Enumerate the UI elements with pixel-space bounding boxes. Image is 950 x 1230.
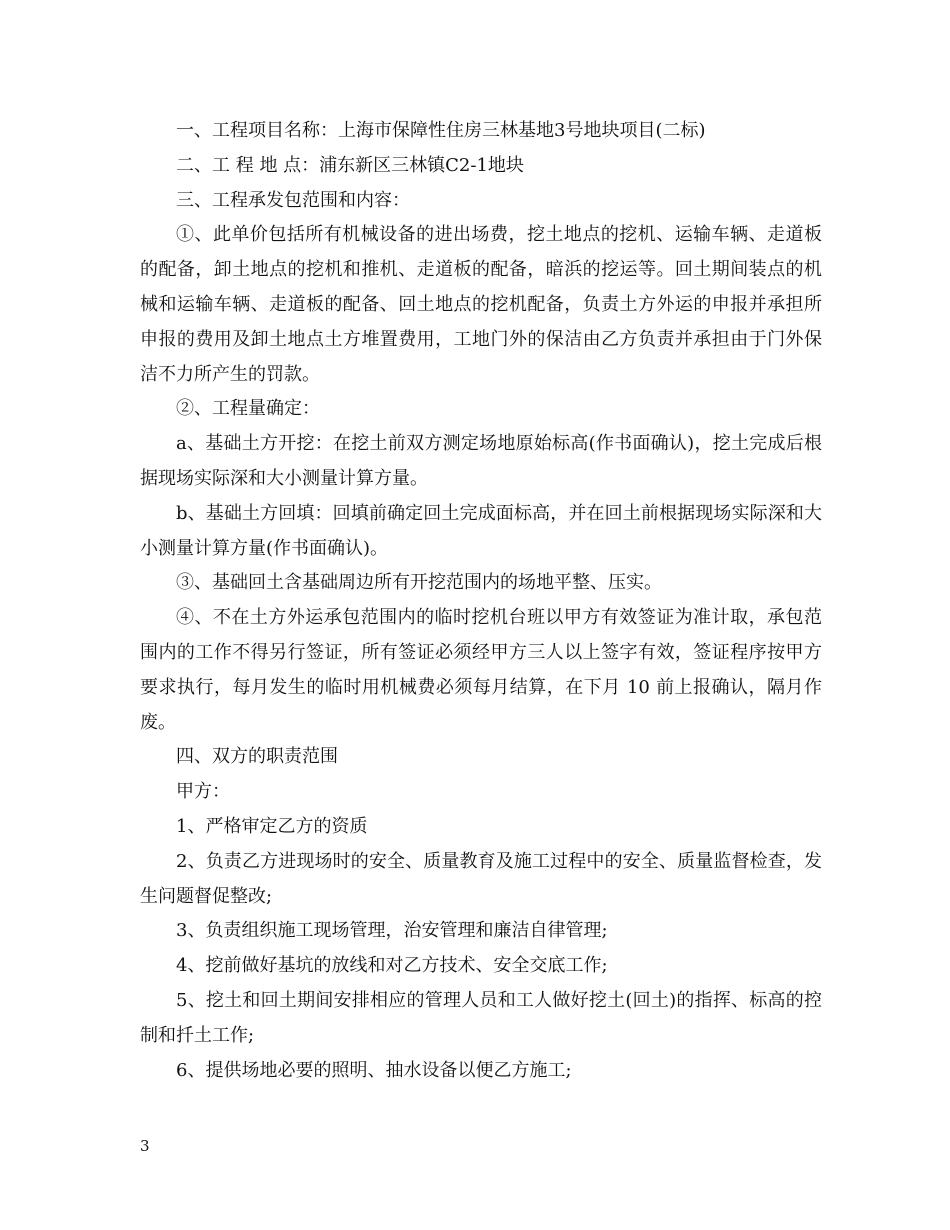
- paragraph-duty-6: 6、提供场地必要的照明、抽水设备以便乙方施工;: [176, 1059, 572, 1081]
- paragraph-duty-5: 5、挖土和回土期间安排相应的管理人员和工人做好挖土(回土)的指挥、标高的控制和扦土工作;: [140, 989, 822, 1046]
- paragraph-duty-4: 4、挖前做好基坑的放线和对乙方技术、安全交底工作;: [176, 955, 608, 977]
- document-body: [140, 114, 822, 1088]
- paragraph-scope-heading: 三、工程承发包范围和内容：: [176, 189, 410, 211]
- paragraph-backfill: b、基础土方回填：回填前确定回土完成面标高，并在回土前根据现场实际深和大小测量计算方量(作书面确认)。: [140, 502, 822, 559]
- paragraph-project-location: 二、工 程 地 点：浦东新区三林镇C2-1地块: [176, 154, 524, 176]
- paragraph-duty-3: 3、负责组织施工现场管理，治安管理和廉洁自律管理;: [176, 920, 608, 942]
- paragraph-scope-item-1: ①、此单价包括所有机械设备的进出场费，挖土地点的挖机、运输车辆、走道板的配备，卸土地点的挖机和推机、走道板的配备，暗浜的挖运等。回土期间装点的机械和运输车辆、走道板的配备、回土地点的挖机配备，负责土方外运的申报并承担所申报的费用及卸土地点土方堆置费用，工地门外的保洁由乙方负责并承担由于门外保洁不力所产生的罚款。: [140, 224, 822, 385]
- paragraph-scope-item-3: ③、基础回土含基础周边所有开挖范围内的场地平整、压实。: [176, 572, 662, 594]
- paragraph-duty-1: 1、严格审定乙方的资质: [176, 815, 368, 837]
- paragraph-scope-item-4: ④、不在土方外运承包范围内的临时挖机台班以甲方有效签证为准计取，承包范围内的工作不得另行签证，所有签证必须经甲方三人以上签字有效，签证程序按甲方要求执行，每月发生的临时用机械费必须每月结算，在下月 10 前上报确认，隔月作废。: [140, 607, 822, 733]
- paragraph-duty-2: 2、负责乙方进现场时的安全、质量教育及施工过程中的安全、质量监督检查，发生问题督促整改;: [140, 850, 822, 907]
- paragraph-party-a: 甲方：: [176, 781, 230, 803]
- page-number: 3: [140, 1137, 150, 1155]
- paragraph-duties-heading: 四、双方的职责范围: [176, 746, 338, 768]
- paragraph-project-name: 一、工程项目名称：上海市保障性住房三林基地3号地块项目(二标): [176, 120, 706, 141]
- paragraph-scope-item-2: ②、工程量确定：: [176, 398, 320, 420]
- paragraph-excavation: a、基础土方开挖：在挖土前双方测定场地原始标高(作书面确认)，挖土完成后根据现场实际深和大小测量计算方量。: [140, 433, 822, 489]
